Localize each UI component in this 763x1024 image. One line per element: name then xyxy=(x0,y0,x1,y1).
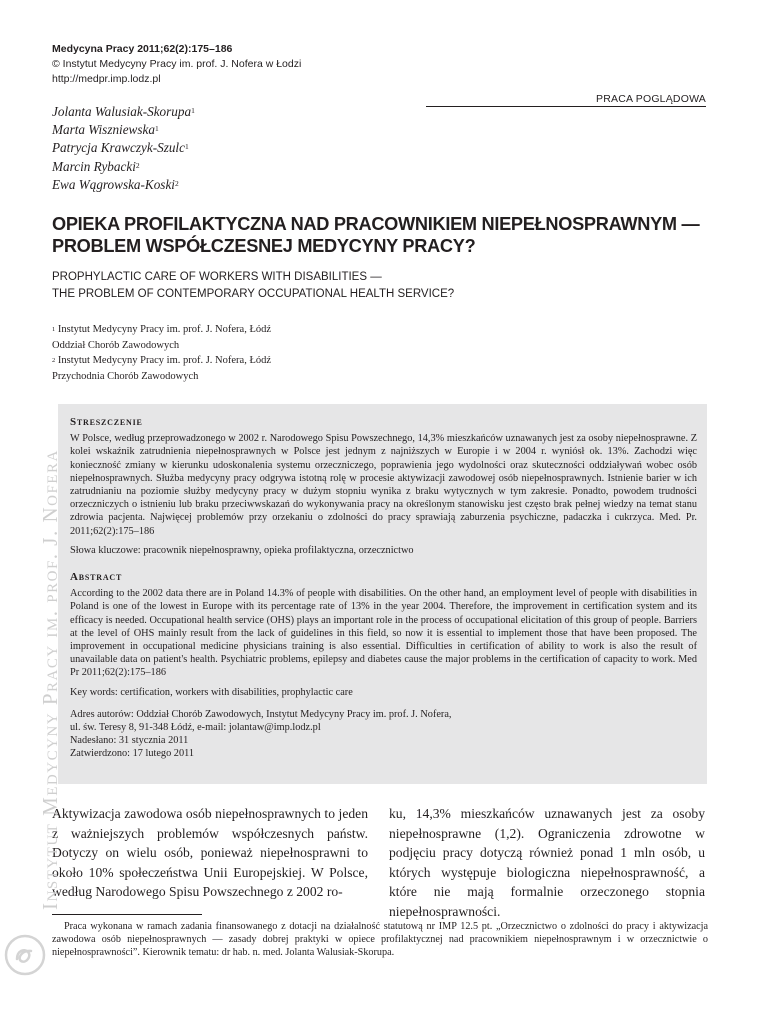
body-column-left: Aktywizacja zawodowa osób niepełnosprawnych to jeden z ważniejszych problemów współczesnych państw. Dotyczy on wielu osób, ponieważ niepełnosprawni to około 10% społeczeństwa Unii Europejskiej. W Polsce, według Narodowego Spisu Powszechnego z 2002 ro- xyxy=(52,806,368,899)
affiliation-line: Przychodnia Chorób Zawodowych xyxy=(52,370,199,382)
journal-citation: Medycyna Pracy 2011;62(2):175–186 xyxy=(52,43,233,55)
article-title-english: PROPHYLACTIC CARE OF WORKERS WITH DISABILITIES — THE PROBLEM OF CONTEMPORARY OCCUPATIONAL HEALTH SERVICE? xyxy=(52,271,455,300)
body-column-right: ku, 14,3% mieszkańców uznawanych jest za osoby niepełnosprawne (1,2). Ograniczenia zdrowotne w podjęciu pracy dotyczą również ponad 1 mln osób, u których występuje biologiczna niepełnosprawność, a które nie mają formalnie orzeczonego stopnia niepełnosprawności. xyxy=(389,806,705,919)
streszczenie-keywords: Słowa kluczowe: pracownik niepełnosprawny, opieka profilaktyczna, orzecznictwo xyxy=(70,544,414,556)
footnote-divider xyxy=(52,914,202,915)
abstract-text: According to the 2002 data there are in Poland 14.3% of people with disabilities. On the other hand, an employment level of people with disabilities in Poland is one of the lowest in Europe with its percentage rate of 13% in the year 2004. Therefore, the improvement in certification system and its efficacy is needed. Occupational health service (OHS) plays an important role in the process of occupational elicitation of this group of people. Barriers at the level of OHS mainly result from the lack of guidelines in this field, so now it is essential to implement those that have been proposed. The improvement in occupational medicine physicians training is also essential. Difficulties in certification of ability to work is also the result of unavailable data on patient's health. Psychiatric problems, epilepsy and diabetes cause the major problems in the certification of capacity to work. Med Pr 2011;62(2):175–186 xyxy=(70,588,697,679)
abstract-keywords: Key words: certification, workers with disabilities, prophylactic care xyxy=(70,686,353,698)
author-name: Marcin Rybacki$^2$ xyxy=(52,158,140,174)
affiliations xyxy=(52,322,271,384)
correspondence-line: Adres autorów: Oddział Chorób Zawodowych, Instytut Medycyny Pracy im. prof. J. Nofera, xyxy=(70,708,452,720)
abstract-heading: Abstract xyxy=(70,571,123,584)
footnote: Praca wykonana w ramach zadania finansowanego z dotacji na działalność statutową nr IMP 12.5 pt. „Orzecznictwo o zdolności do pracy i aktywizacja zawodowa osób niepełnosprawnych — zasady dobrej praktyki w opiece profilaktycznej nad pracownikiem niepełnosprawnym i w orzecznictwie o niepełnosprawności”. Kierownik tematu: dr hab. n. med. Jolanta Walusiak-Skorupa. xyxy=(52,921,708,959)
institute-seal-icon xyxy=(4,934,46,981)
article-type-label: PRACA POGLĄDOWA xyxy=(426,93,706,107)
received-date: Nadesłano: 31 stycznia 2011 xyxy=(70,735,189,747)
correspondence-line: ul. św. Teresy 8, 91-348 Łódź, e-mail: jolantaw@imp.lodz.pl xyxy=(70,722,321,734)
article-title: OPIEKA PROFILAKTYCZNA NAD PRACOWNIKIEM NIEPEŁNOSPRAWNYM — PROBLEM WSPÓŁCZESNEJ MEDYCYNY PRACY? xyxy=(52,214,700,256)
author-name: Marta Wiszniewska$^1$ xyxy=(52,122,159,138)
author-name: Ewa Wągrowska-Koski$^2$ xyxy=(52,176,179,192)
abstract-box xyxy=(58,404,707,784)
journal-url[interactable]: http://medpr.imp.lodz.pl xyxy=(52,73,161,85)
affiliation-line: Oddział Chorób Zawodowych xyxy=(52,339,180,351)
correspondence xyxy=(70,708,697,761)
affiliation-line: $^1$ Instytut Medycyny Pracy im. prof. J. Nofera, Łódź xyxy=(52,324,272,335)
author-name: Jolanta Walusiak-Skorupa$^1$ xyxy=(52,104,195,119)
journal-copyright: © Instytut Medycyny Pracy im. prof. J. Nofera w Łodzi xyxy=(52,58,302,70)
streszczenie-heading: Streszczenie xyxy=(70,416,143,428)
author-list xyxy=(52,103,195,194)
accepted-date: Zatwierdzono: 17 lutego 2011 xyxy=(70,748,195,760)
affiliation-line: $^2$ Instytut Medycyny Pracy im. prof. J. Nofera, Łódź xyxy=(52,355,272,366)
streszczenie-text: W Polsce, według przeprowadzonego w 2002 r. Narodowego Spisu Powszechnego, 14,3% mieszkańców uznawanych jest za osoby niepełnosprawne. Z kolei wskaźnik zatrudnienia niepełnosprawnych w Polsce jest jednym z najniższych w Europie i w 2004 r. wyniósł ok. 13%. Zachodzi więc konieczność zmiany w kierunku udoskonalenia systemu orzeczniczego, poprawienia jego wydolności oraz skuteczności oddziaływań wobec osób niepełnosprawnych. Służba medycyny pracy odgrywa istotną rolę w procesie aktywizacji zawodowej osób niepełnosprawnych. Istnienie barier w ich zatrudnianiu na poziomie służby medycyny pracy w dużym stopniu wynika z braku wytycznych w tym zakresie. Ponadto, powodem trudności orzeczniczych o istnieniu lub braku przeciwwskazań do wykonywania pracy na określonym stanowisku jest często brak pełnej wiedzy na temat stanu zdrowia pacjenta. Najwięcej problemów przy orzekaniu o zdolności do pracy sprawiają zaburzenia psychiczne, padaczka i cukrzyca. Med. Pr. 2011;62(2):175–186 xyxy=(70,433,697,537)
author-name: Patrycja Krawczyk-Szulc$^1$ xyxy=(52,140,189,156)
institute-watermark: Instytut Medycyny Pracy im. prof. J. Nofera xyxy=(38,449,62,910)
journal-header xyxy=(52,42,301,87)
